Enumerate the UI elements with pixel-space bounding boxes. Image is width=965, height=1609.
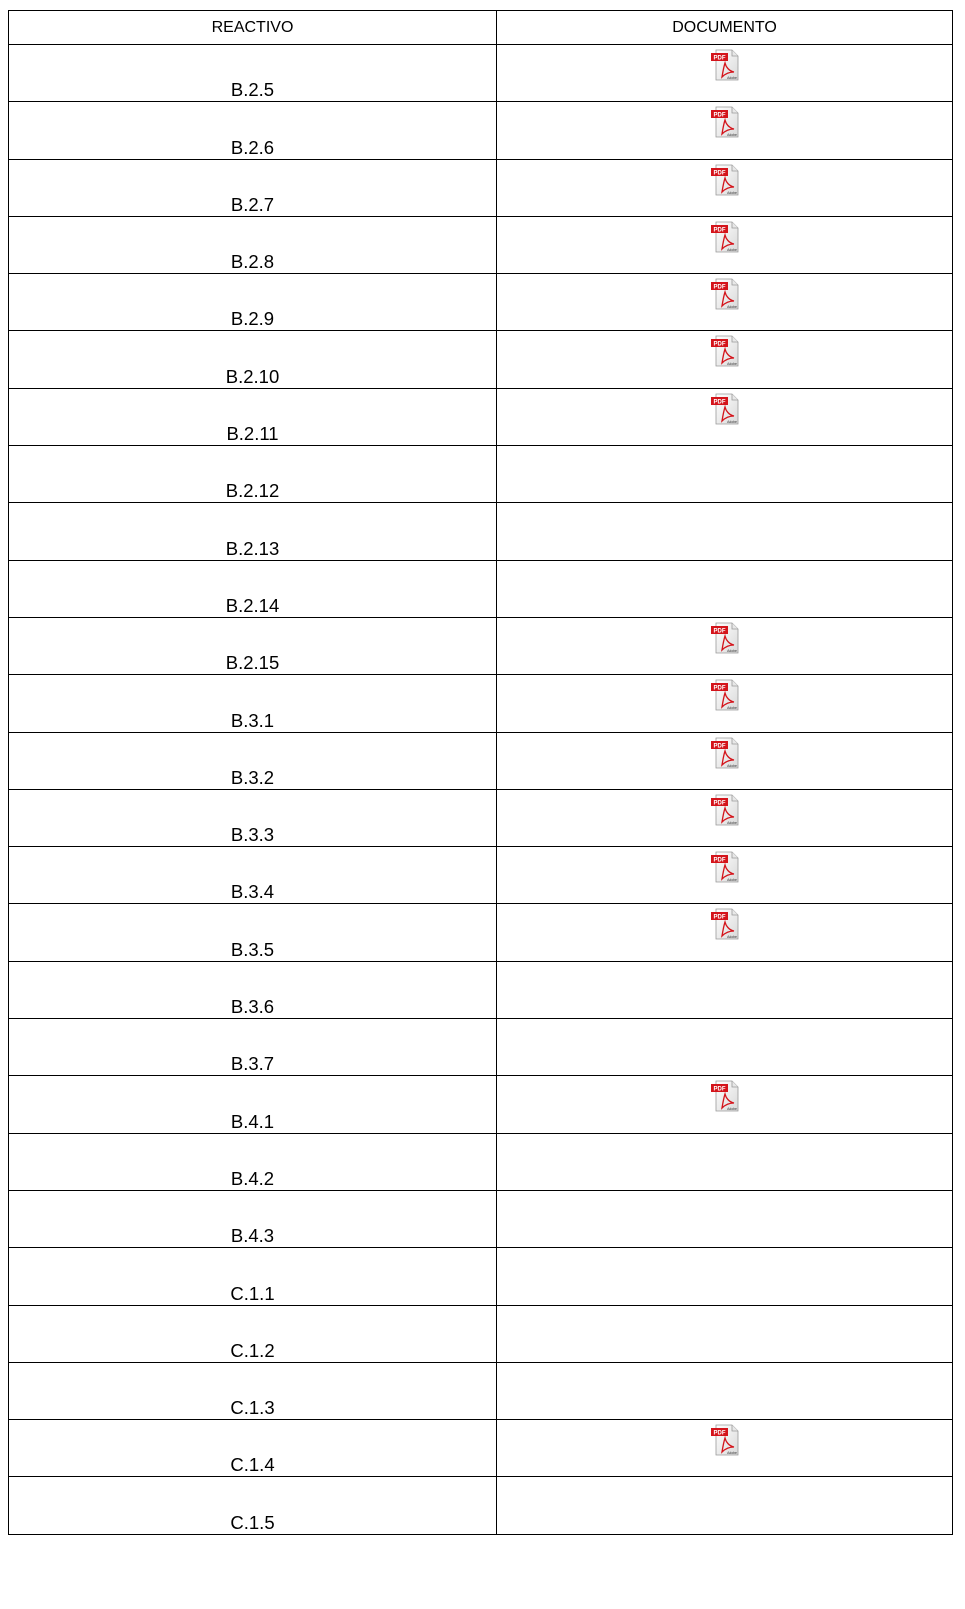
table-row [9,388,953,445]
reactivo-cell: B.2.14 [9,560,497,617]
svg-text:PDF: PDF [713,628,725,635]
svg-text:Adobe: Adobe [726,706,737,711]
svg-text:Adobe: Adobe [726,763,737,768]
svg-text:PDF: PDF [713,1430,725,1437]
reactivo-cell: C.1.5 [9,1477,497,1534]
table-row [9,1477,953,1534]
reactivo-cell: B.3.5 [9,904,497,961]
pdf-icon[interactable] [710,851,740,883]
documento-cell [497,617,953,674]
documento-cell [497,961,953,1018]
documento-cell [497,1133,953,1190]
table-row [9,1420,953,1477]
pdf-icon[interactable] [710,1080,740,1112]
table-header-row [9,11,953,45]
table-row [9,904,953,961]
reactivo-cell: C.1.3 [9,1362,497,1419]
table-row [9,1019,953,1076]
reactivo-cell: B.3.3 [9,789,497,846]
reactivo-cell: B.2.13 [9,503,497,560]
pdf-icon[interactable] [710,106,740,138]
pdf-icon[interactable] [710,794,740,826]
documento-cell [497,847,953,904]
pdf-icon[interactable] [710,278,740,310]
table-row [9,1362,953,1419]
reactivo-cell: B.3.6 [9,961,497,1018]
reactivo-cell: B.2.15 [9,617,497,674]
table-row [9,102,953,159]
reactivo-cell: B.4.1 [9,1076,497,1133]
reactivo-cell: C.1.2 [9,1305,497,1362]
svg-text:PDF: PDF [713,341,725,348]
documento-cell [497,1420,953,1477]
reactivo-cell: C.1.4 [9,1420,497,1477]
documento-cell [497,732,953,789]
table-row [9,331,953,388]
pdf-icon[interactable] [710,679,740,711]
svg-text:PDF: PDF [713,112,725,119]
pdf-icon[interactable] [710,221,740,253]
documento-cell [497,1019,953,1076]
svg-text:Adobe: Adobe [726,878,737,883]
svg-text:Adobe: Adobe [726,305,737,310]
table-row [9,732,953,789]
svg-text:Adobe: Adobe [726,1451,737,1456]
svg-text:Adobe: Adobe [726,935,737,940]
pdf-icon[interactable] [710,622,740,654]
documento-cell [497,446,953,503]
svg-text:PDF: PDF [713,857,725,864]
svg-text:Adobe: Adobe [726,133,737,138]
table-row [9,45,953,102]
column-header-documento: DOCUMENTO [497,11,953,45]
pdf-icon[interactable] [710,49,740,81]
svg-text:Adobe: Adobe [726,419,737,424]
documento-cell [497,789,953,846]
pdf-icon[interactable] [710,908,740,940]
pdf-icon[interactable] [710,1424,740,1456]
column-header-reactivo: REACTIVO [9,11,497,45]
svg-text:PDF: PDF [713,685,725,692]
reactivo-cell: B.2.9 [9,274,497,331]
svg-text:Adobe: Adobe [726,247,737,252]
svg-text:PDF: PDF [713,227,725,234]
reactivo-cell: B.3.4 [9,847,497,904]
documento-cell [497,1477,953,1534]
documento-cell [497,102,953,159]
table-row [9,446,953,503]
svg-text:Adobe: Adobe [726,648,737,653]
table-row [9,617,953,674]
documento-cell [497,159,953,216]
reactivo-cell: B.2.12 [9,446,497,503]
documento-cell [497,1190,953,1247]
table-row [9,961,953,1018]
reactivo-cell: B.3.1 [9,675,497,732]
pdf-icon[interactable] [710,393,740,425]
svg-text:PDF: PDF [713,1086,725,1093]
svg-text:Adobe: Adobe [726,190,737,195]
reactivo-cell: B.4.2 [9,1133,497,1190]
documento-cell [497,1248,953,1305]
svg-text:PDF: PDF [713,399,725,406]
documento-cell [497,274,953,331]
svg-text:PDF: PDF [713,284,725,291]
reactivo-cell: B.2.10 [9,331,497,388]
documento-cell [497,904,953,961]
table-row [9,216,953,273]
documento-cell [497,1076,953,1133]
documento-cell [497,675,953,732]
table-row [9,1076,953,1133]
svg-text:PDF: PDF [713,914,725,921]
table-row [9,503,953,560]
table-row [9,1190,953,1247]
svg-text:Adobe: Adobe [726,362,737,367]
documento-cell [497,45,953,102]
table-row [9,1248,953,1305]
table-row [9,847,953,904]
table-row [9,675,953,732]
svg-text:PDF: PDF [713,55,725,62]
svg-text:Adobe: Adobe [726,1107,737,1112]
reactivo-cell: B.3.7 [9,1019,497,1076]
reactivo-cell: B.2.5 [9,45,497,102]
reactivo-cell: B.2.7 [9,159,497,216]
documento-cell [497,1305,953,1362]
pdf-icon[interactable] [710,164,740,196]
pdf-icon[interactable] [710,737,740,769]
svg-text:PDF: PDF [713,742,725,749]
documento-cell [497,560,953,617]
svg-text:Adobe: Adobe [726,76,737,80]
reactivo-cell: B.4.3 [9,1190,497,1247]
documento-cell [497,1362,953,1419]
reactivo-cell: B.2.8 [9,216,497,273]
reactivo-cell: B.2.11 [9,388,497,445]
documento-cell [497,216,953,273]
table-body [9,45,953,1535]
documento-cell [497,388,953,445]
documento-cell [497,331,953,388]
document-table [8,10,953,1535]
table-row [9,560,953,617]
svg-text:PDF: PDF [713,169,725,176]
pdf-icon[interactable] [710,335,740,367]
documento-cell [497,503,953,560]
table-row [9,1133,953,1190]
reactivo-cell: B.3.2 [9,732,497,789]
table-row [9,159,953,216]
svg-text:PDF: PDF [713,800,725,807]
table-row [9,789,953,846]
table-row [9,274,953,331]
svg-text:Adobe: Adobe [726,820,737,825]
table-row [9,1305,953,1362]
reactivo-cell: C.1.1 [9,1248,497,1305]
reactivo-cell: B.2.6 [9,102,497,159]
